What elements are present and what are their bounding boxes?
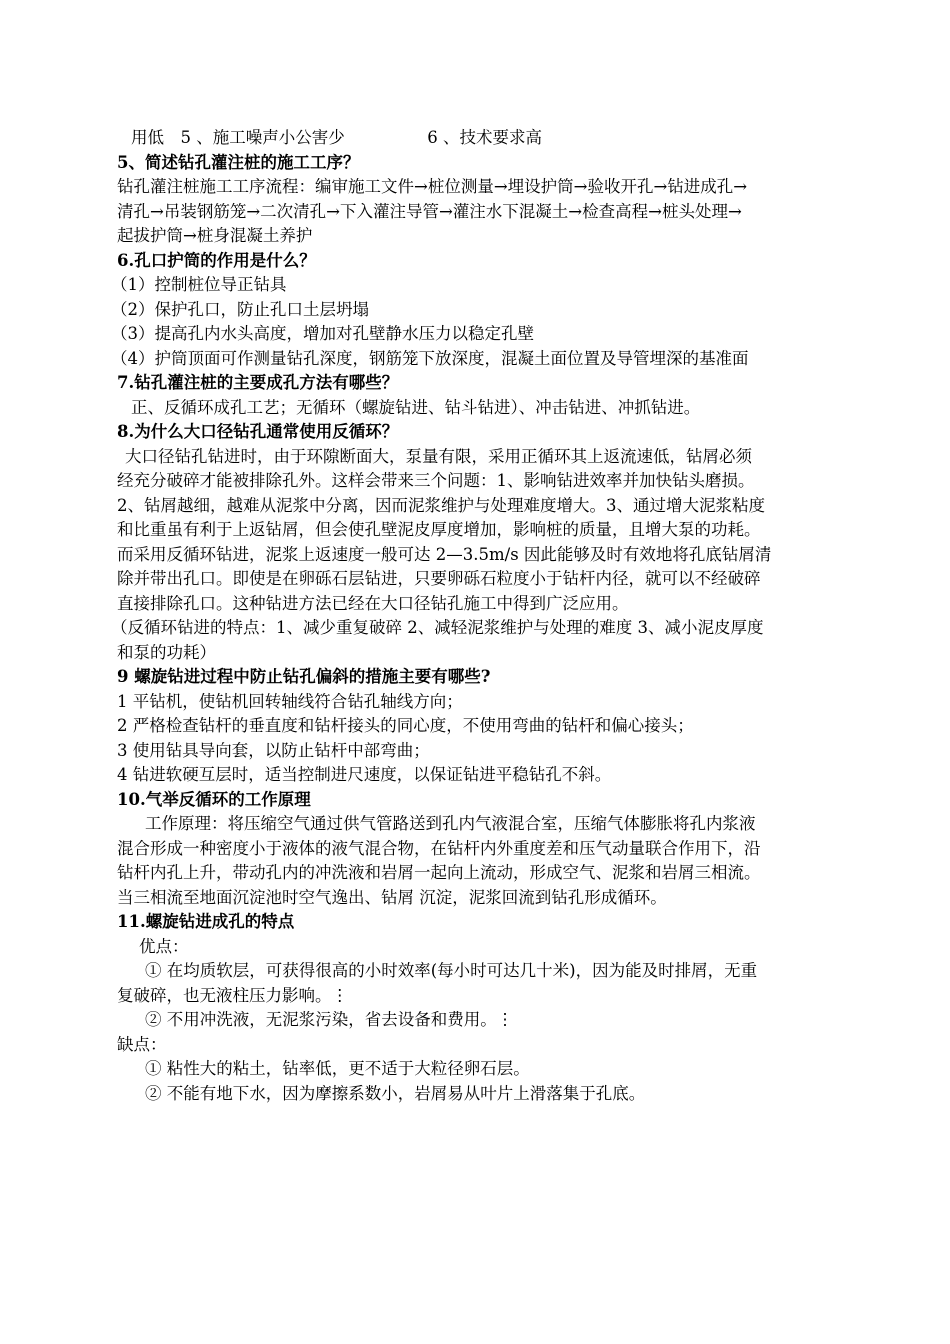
text-line: （反循环钻进的特点：1、减少重复破碎 2、减轻泥浆维护与处理的难度 3、减小泥皮厚度 bbox=[111, 618, 764, 637]
question-heading: 5、简述钻孔灌注桩的施工工序？ bbox=[117, 152, 360, 172]
text-line: 当三相流至地面沉淀池时空气逸出、钻屑 沉淀，泥浆回流到钻孔形成循环。 bbox=[117, 887, 667, 907]
text-line: 2 严格检查钻杆的垂直度和钻杆接头的同心度，不使用弯曲的钻杆和偏心接头； bbox=[117, 716, 694, 735]
text-line: 2、钻屑越细，越难从泥浆中分离，因而泥浆维护与处理难度增大。3、通过增大泥浆粘度 bbox=[117, 495, 765, 515]
text-line: 经充分破碎才能被排除孔外。这样会带来三个问题：1、影响钻进效率并加快钻头磨损。 bbox=[117, 471, 755, 490]
text-line: ② 不用冲洗液，无泥浆污染，省去设备和费用。⋮ bbox=[145, 1010, 514, 1029]
text-line: 直接排除孔口。这种钻进方法已经在大口径钻孔施工中得到广泛应用。 bbox=[117, 593, 629, 613]
text-line: 工作原理：将压缩空气通过供气管路送到孔内气液混合室，压缩气体膨胀将孔内浆液 bbox=[145, 814, 756, 833]
text-line: 优点： bbox=[139, 936, 189, 956]
text-line: 钻孔灌注桩施工工序流程：编审施工文件→桩位测量→埋设护筒→验收开孔→钻进成孔→ bbox=[117, 177, 748, 196]
document-page bbox=[111, 126, 847, 1106]
text-line: 缺点： bbox=[117, 1034, 167, 1054]
text-line: ① 粘性大的粘土，钻率低，更不适于大粒径卵石层。 bbox=[145, 1059, 530, 1078]
text-line: 混合形成一种密度小于液体的液气混合物，在钻杆内外重度差和压气动量联合作用下，沿 bbox=[117, 838, 761, 858]
text-line: ① 在均质软层，可获得很高的小时效率(每小时可达几十米)，因为能及时排屑，无重 bbox=[145, 961, 758, 980]
text-line: 正、反循环成孔工艺；无循环（螺旋钻进、钻斗钻进）、冲击钻进、冲抓钻进。 bbox=[131, 397, 701, 417]
text-line: 和比重虽有利于上返钻屑，但会使孔壁泥皮厚度增加，影响桩的质量，且增大泵的功耗。 bbox=[117, 520, 761, 539]
text-line: 起拔护筒→桩身混凝土养护 bbox=[117, 226, 313, 245]
text-line: ② 不能有地下水，因为摩擦系数小，岩屑易从叶片上滑落集于孔底。 bbox=[145, 1083, 646, 1103]
text-line: 用低 5 、施工噪声小公害少 6 、技术要求高 bbox=[131, 128, 542, 147]
question-heading: 9 螺旋钻进过程中防止钻孔偏斜的措施主要有哪些? bbox=[117, 667, 491, 686]
text-line: 钻杆内孔上升，带动孔内的冲洗液和岩屑一起向上流动，形成空气、泥浆和岩屑三相流。 bbox=[117, 863, 761, 882]
text-line: （1）控制桩位导正钻具 bbox=[111, 275, 287, 294]
question-heading: 11.螺旋钻进成孔的特点 bbox=[117, 912, 295, 931]
text-line: （2）保护孔口，防止孔口土层坍塌 bbox=[111, 299, 369, 319]
question-heading: 6.孔口护筒的作用是什么？ bbox=[117, 250, 316, 270]
text-line: （4）护筒顶面可作测量钻孔深度，钢筋笼下放深度，混凝土面位置及导管埋深的基准面 bbox=[111, 348, 749, 368]
question-heading: 7.钻孔灌注桩的主要成孔方法有哪些？ bbox=[117, 373, 399, 392]
question-heading: 10.气举反循环的工作原理 bbox=[117, 789, 311, 809]
text-line: 1 平钻机，使钻机回转轴线符合钻孔轴线方向； bbox=[117, 691, 463, 711]
text-line: 清孔→吊装钢筋笼→二次清孔→下入灌注导管→灌注水下混凝土→检查高程→桩头处理→ bbox=[117, 201, 742, 221]
text-line: 大口径钻孔钻进时，由于环隙断面大，泵量有限，采用正循环其上返流速低，钻屑必须 bbox=[125, 446, 752, 466]
text-line: 除并带出孔口。即使是在卵砾石层钻进，只要卵砾石粒度小于钻杆内径，就可以不经破碎 bbox=[117, 569, 761, 588]
text-line: 4 钻进软硬互层时，适当控制进尺速度，以保证钻进平稳钻孔不斜。 bbox=[117, 765, 612, 784]
text-line: 复破碎，也无液柱压力影响。⋮ bbox=[117, 985, 348, 1005]
text-line: 而采用反循环钻进，泥浆上返速度一般可达 2—3.5m/s 因此能够及时有效地将孔底钻屑清 bbox=[117, 544, 772, 564]
text-line: 3 使用钻具导向套，以防止钻杆中部弯曲； bbox=[117, 740, 430, 760]
text-line: 和泵的功耗） bbox=[117, 642, 216, 662]
question-heading: 8.为什么大口径钻孔通常使用反循环？ bbox=[117, 422, 399, 441]
text-line: （3）提高孔内水头高度，增加对孔壁静水压力以稳定孔壁 bbox=[111, 324, 534, 343]
